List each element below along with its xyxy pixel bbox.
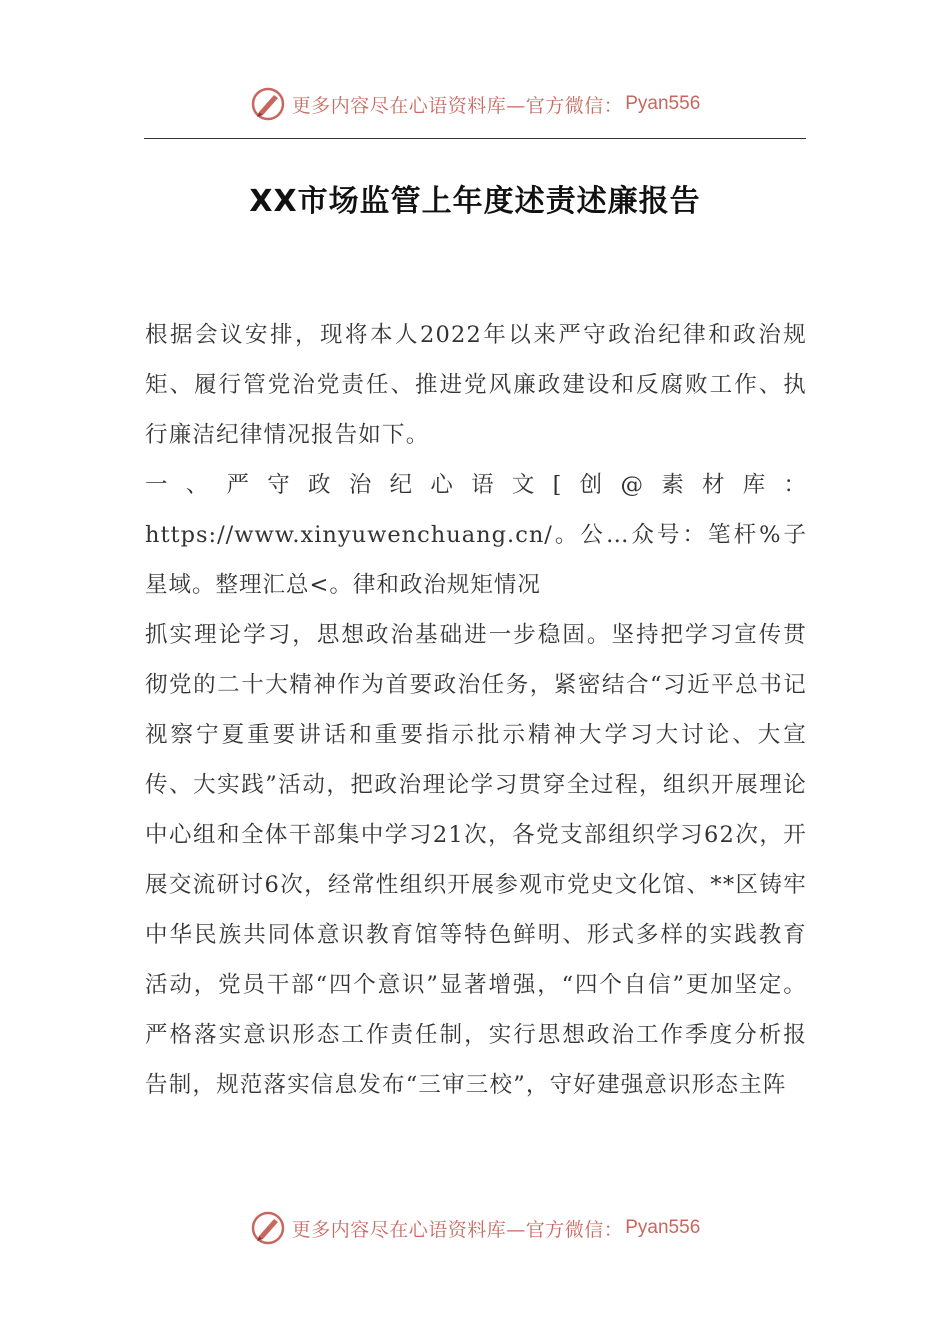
header-rule <box>144 138 806 139</box>
pen-logo-icon <box>250 86 286 122</box>
paragraph-theory-study: 抓实理论学习，思想政治基础进一步稳固。坚持把学习宣传贯彻党的二十大精神作为首要政治任务，紧密结合“习近平总书记视察宁夏重要讲话和重要指示批示精神大学习大讨论、大宣传、大实践”活动，把政治理论学习贯穿全过程，组织开展理论中心组和全体干部集中学习21次，各党支部组织学习62次，开展交流研讨6次，经常性组织开展参观市党史文化馆、**区铸牢中华民族共同体意识教育馆等特色鲜明、形式多样的实践教育活动，党员干部“四个意识”显著增强，“四个自信”更加坚定。严格落实意识形态工作责任制，实行思想政治工作季度分析报告制，规范落实信息发布“三审三校”，守好建强意识形态主阵 <box>145 622 807 1098</box>
section-heading-1: 一、严守政治纪心语文[创@素材库：https://www.xinyuwenchuang.cn/。公…众号：笔杆%子星域。整理汇总<。律和政治规矩情况 <box>145 472 807 598</box>
banner-wechat-id: Pyan556 <box>625 1217 701 1238</box>
document-body <box>145 310 807 1110</box>
banner-wechat-id: Pyan556 <box>625 93 701 114</box>
header-banner <box>0 84 950 124</box>
pen-logo-icon <box>250 1210 286 1246</box>
document-title: XX市场监管上年度述责述廉报告 <box>249 184 701 219</box>
banner-text: 更多内容尽在心语资料库—官方微信： <box>291 1218 624 1241</box>
banner-text: 更多内容尽在心语资料库—官方微信： <box>291 94 624 117</box>
footer-banner <box>0 1208 950 1248</box>
paragraph-intro: 根据会议安排，现将本人2022年以来严守政治纪律和政治规矩、履行管党治党责任、推进党风廉政建设和反腐败工作、执行廉洁纪律情况报告如下。 <box>145 322 807 448</box>
